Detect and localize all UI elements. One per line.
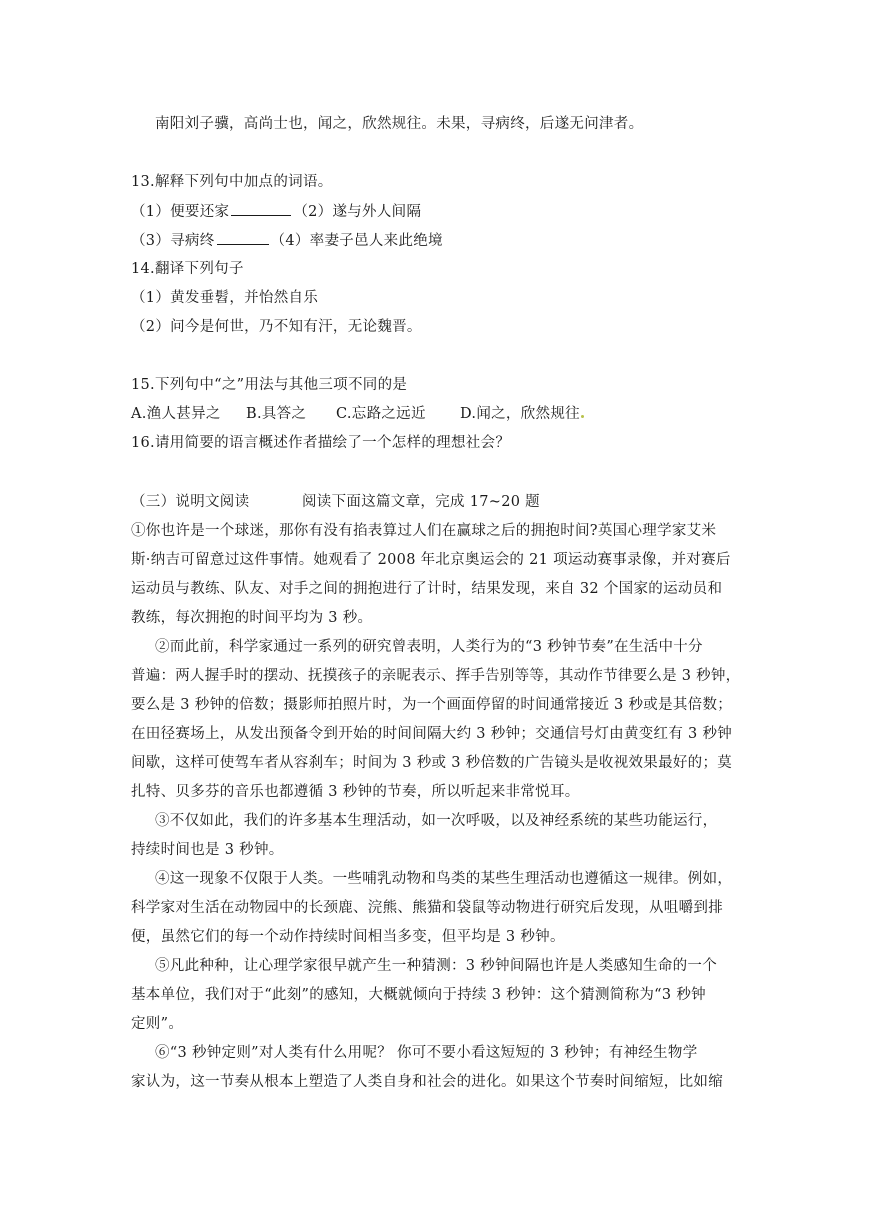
- question-13-stem: 13.解释下列句中加点的词语。: [131, 174, 333, 190]
- article-p6-line: 家认为，这一节奏从根本上塑造了人类自身和社会的进化。如果这个节奏时间缩短，比如缩: [131, 1074, 723, 1090]
- article-p4-line: ④这一现象不仅限于人类。一些哺乳动物和鸟类的某些生理活动也遵循这一规律。例如，: [155, 871, 733, 887]
- article-p1-line: 教练，每次拥抱的时间平均为 3 秒。: [131, 610, 373, 626]
- question-14-stem: 14.翻译下列句子: [131, 261, 244, 277]
- q13-item-2: （2）遂与外人间隔: [293, 204, 422, 220]
- q13-item-1: （1）便要还家: [131, 204, 230, 220]
- q15-option-c: C.忘路之远近: [336, 406, 426, 422]
- answer-blank[interactable]: [217, 230, 269, 245]
- q13-item-4: （4）率妻子邑人来此绝境: [270, 233, 443, 249]
- article-p4-line: 便，虽然它们的每一个动作持续时间相当多变，但平均是 3 秒钟。: [131, 929, 565, 945]
- section-3-heading: （三）说明文阅读: [131, 494, 250, 510]
- article-p1-line: 运动员与教练、队友、对手之间的拥抱进行了计时，结果发现，来自 32 个国家的运动员和: [131, 581, 723, 597]
- article-p2-line: 间歇，这样可使驾车者从容刹车；时间为 3 秒或 3 秒倍数的广告镜头是收视效果最好的；莫: [131, 755, 733, 771]
- question-15-options: [131, 404, 584, 424]
- article-p2-line: 普遍：两人握手时的摆动、抚摸孩子的亲昵表示、挥手告别等等，其动作节律要么是 3 秒钟，: [131, 668, 741, 684]
- q15-option-d: D.闻之，欣然规往: [460, 406, 580, 422]
- article-p3-line: 持续时间也是 3 秒钟。: [131, 842, 284, 858]
- article-p2-line: ②而此前，科学家通过一系列的研究曾表明，人类行为的“3 秒钟节奏”在生活中十分: [155, 639, 703, 655]
- q13-item-3: （3）寻病终: [131, 233, 215, 249]
- question-15-stem: 15.下列句中“之”用法与其他三项不同的是: [131, 377, 408, 393]
- mark-dot: [581, 415, 584, 418]
- article-p4-line: 科学家对生活在动物园中的长颈鹿、浣熊、熊猫和袋鼠等动物进行研究后发现，从咀嚼到排: [131, 900, 723, 916]
- section-3-instruction: 阅读下面这篇文章，完成 17~20 题: [302, 494, 540, 510]
- article-p2-line: 要么是 3 秒钟的倍数；摄影师拍照片时，为一个画面停留的时间通常接近 3 秒或是其倍数；: [131, 697, 733, 713]
- question-16-stem: 16.请用简要的语言概述作者描绘了一个怎样的理想社会？: [131, 435, 511, 451]
- question-13-row-1: [131, 201, 421, 222]
- article-p3-line: ③不仅如此，我们的许多基本生理活动，如一次呼吸，以及神经系统的某些功能运行，: [155, 813, 718, 829]
- q15-option-b: B.具答之: [246, 406, 307, 422]
- passage-ending: 南阳刘子骥，高尚士也，闻之，欣然规往。未果，寻病终，后遂无问津者。: [155, 116, 644, 132]
- q15-option-a: A.渔人甚异之: [131, 406, 221, 422]
- q14-item-2: （2）问今是何世，乃不知有汗，无论魏晋。: [131, 319, 422, 335]
- article-p5-line: 基本单位，我们对于“此刻”的感知，大概就倾向于持续 3 秒钟：这个猜测简称为“3 秒钟: [131, 987, 706, 1003]
- section-3-heading-line: [131, 492, 540, 512]
- article-p1-line: 斯·纳吉可留意过这件事情。她观看了 2008 年北京奥运会的 21 项运动赛事录像，并对赛后: [131, 552, 731, 568]
- answer-blank[interactable]: [231, 201, 291, 216]
- article-p2-line: 扎特、贝多芬的音乐也都遵循 3 秒钟的节奏，所以听起来非常悦耳。: [131, 784, 580, 800]
- article-p1-line: ①你也许是一个球迷，那你有没有掐表算过人们在赢球之后的拥抱时间?英国心理学家艾米: [131, 523, 717, 539]
- article-p5-line: 定则”。: [131, 1016, 184, 1032]
- article-p5-line: ⑤凡此种种，让心理学家很早就产生一种猜测：3 秒钟间隔也许是人类感知生命的一个: [155, 958, 718, 974]
- article-p6-line: ⑥“3 秒钟定则”对人类有什么用呢？ 你可不要小看这短短的 3 秒钟；有神经生物学: [155, 1045, 698, 1061]
- q14-item-1: （1）黄发垂髫，并怡然自乐: [131, 290, 319, 306]
- article-p2-line: 在田径赛场上，从发出预备令到开始的时间间隔大约 3 秒钟；交通信号灯由黄变红有 3 秒钟: [131, 726, 733, 742]
- question-13-row-2: [131, 230, 443, 251]
